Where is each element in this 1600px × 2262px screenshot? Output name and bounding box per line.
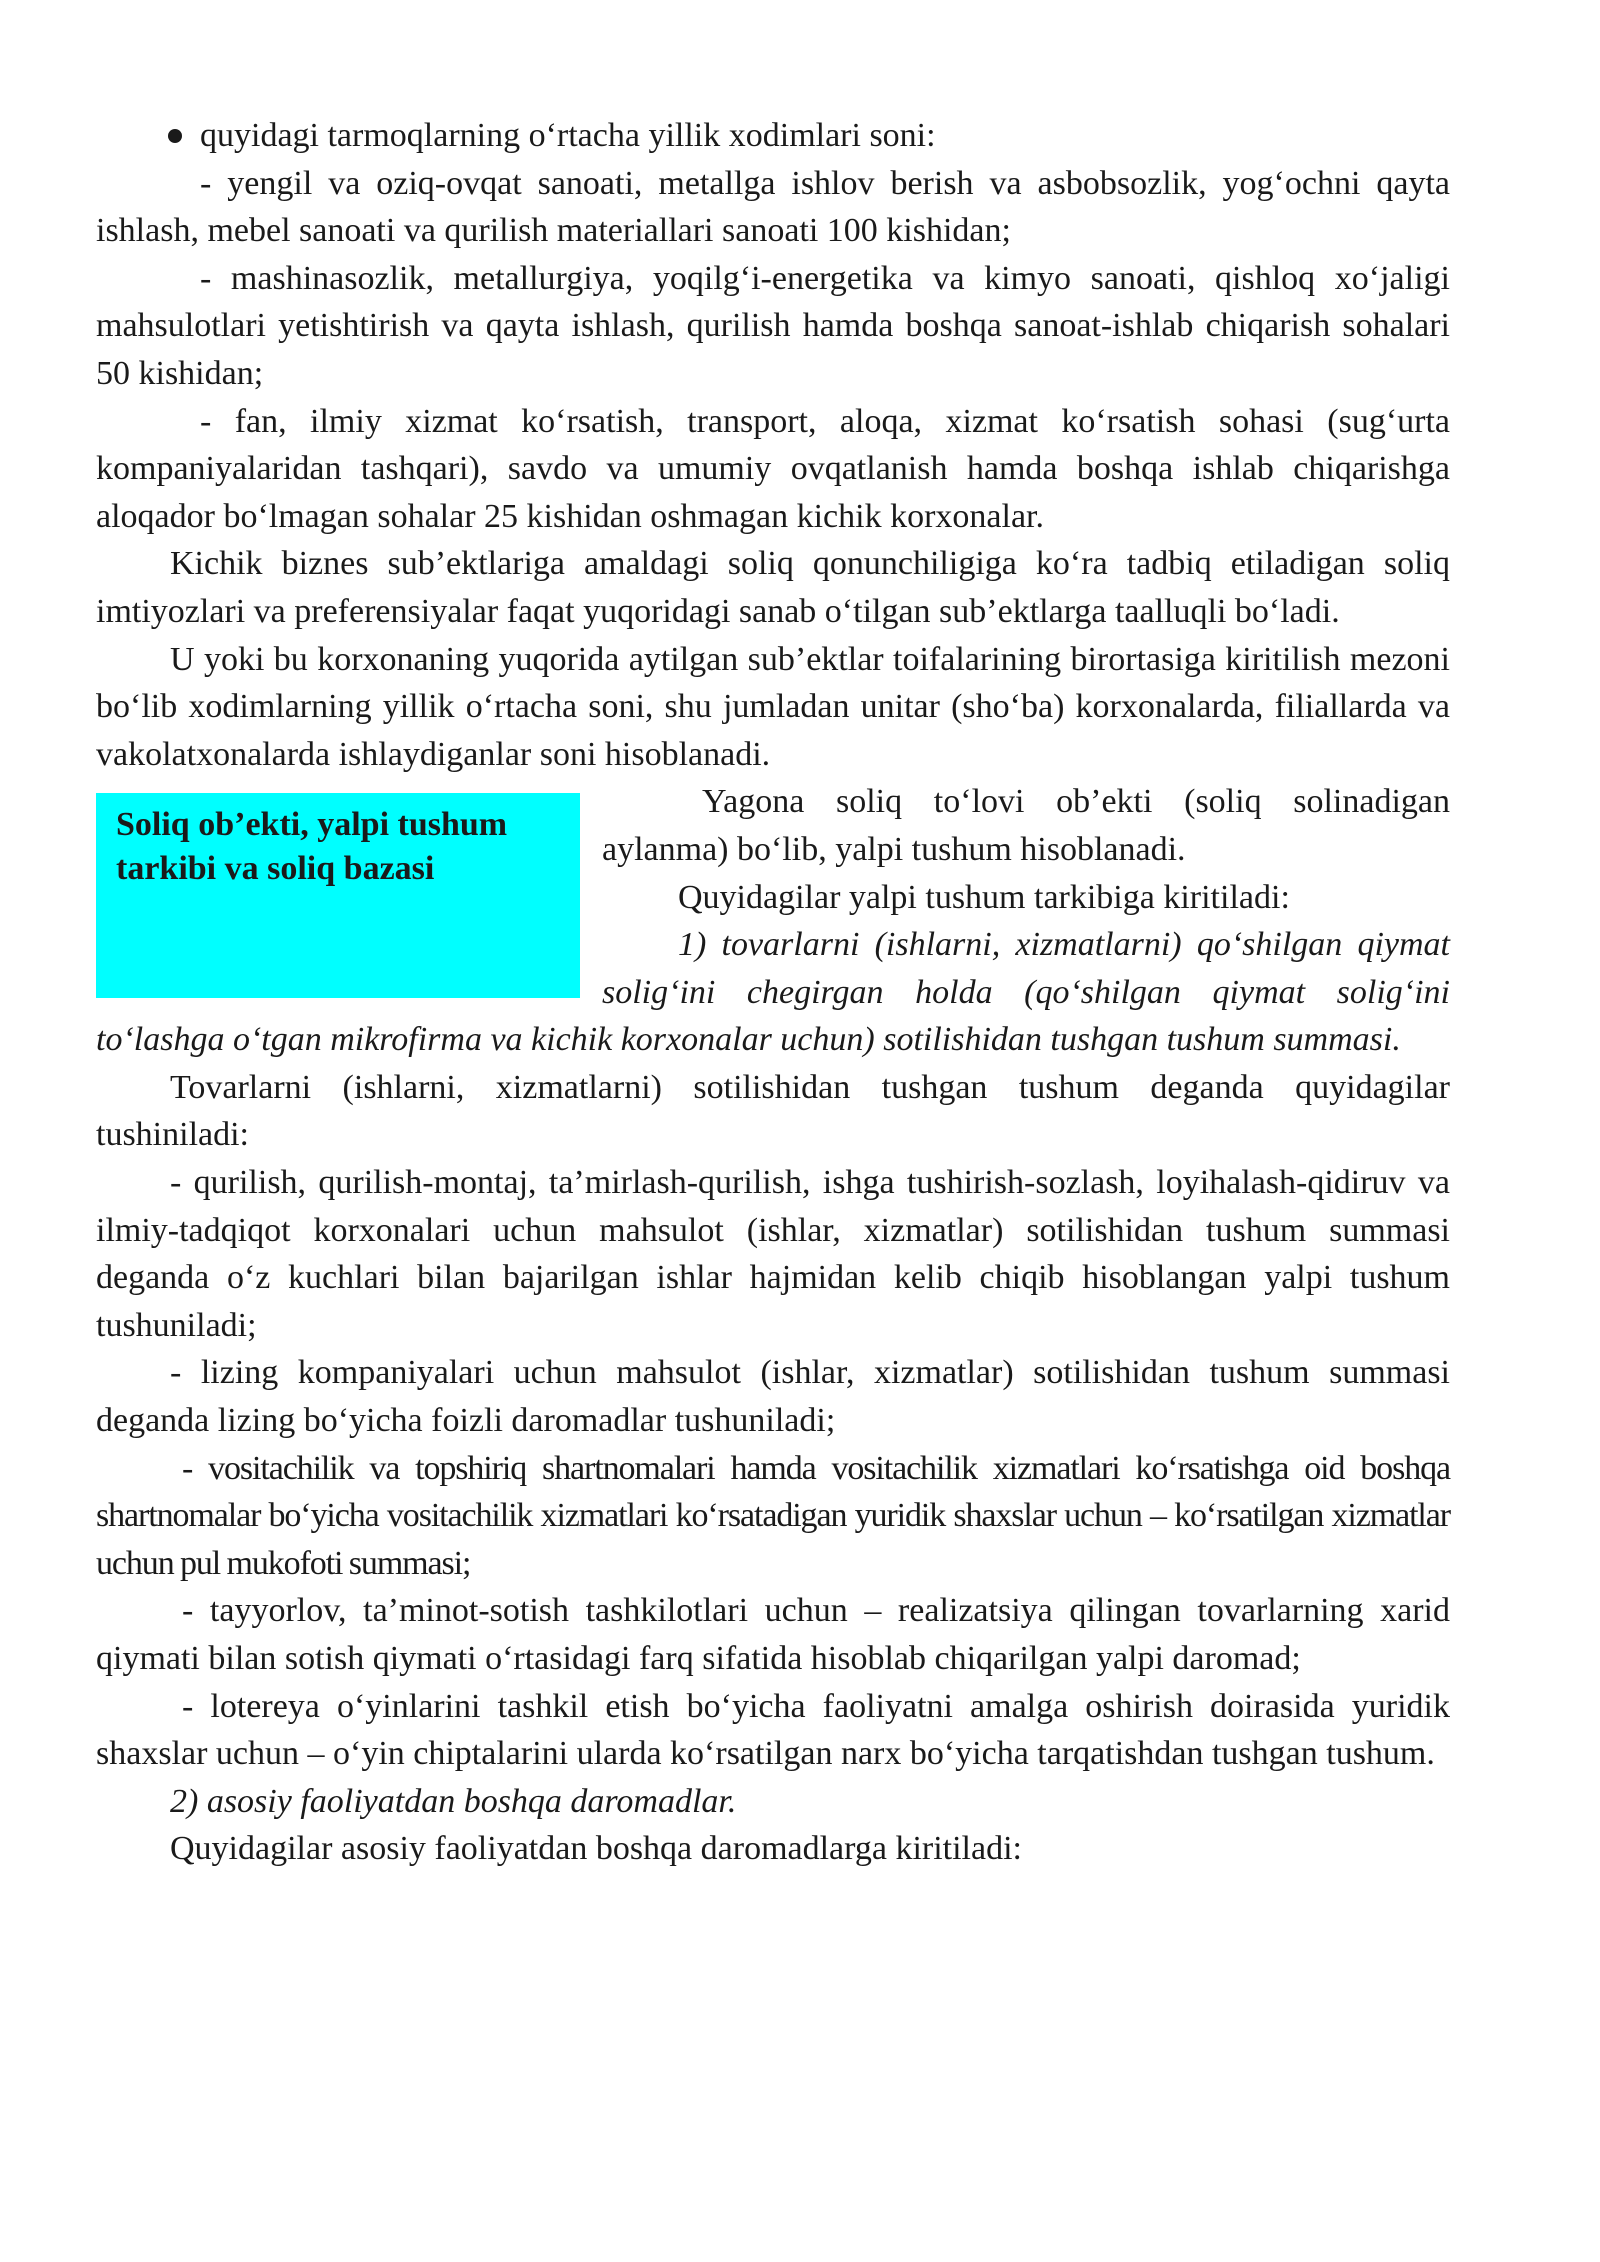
bullet-item xyxy=(96,112,1450,160)
bullet-text: quyidagi tarmoqlarning o‘rtacha yillik xodimlari soni: xyxy=(200,117,936,154)
section-heading-box xyxy=(96,793,580,998)
list-item-lottery: - lotereya o‘yinlarini tashkil etish bo‘yicha faoliyatni amalga oshirish doirasida yuridik shaxslar uchun – o‘yin chiptalarini ularda ko‘rsatilgan narx bo‘yicha tarqatishdan tushgan tushum. xyxy=(96,1687,1450,1773)
bullet-icon xyxy=(168,129,182,143)
paragraph-tax-benefits: Kichik biznes sub’ektlariga amaldagi soliq qonunchiligiga ko‘ra tadbiq etiladigan soliq imtiyozlari va preferensiyalar faqat yuqoridagi sanab o‘tilgan sub’ektlarga taalluqli bo‘ladi. xyxy=(96,545,1450,630)
list-item-light-industry: - yengil va oziq-ovqat sanoati, metallga ishlov berish va asbobsozlik, yog‘ochni qayta ishlash, mebel sanoati va qurilish materiallari sanoati 100 kishidan; xyxy=(96,164,1450,250)
paragraph-tax-object: Yagona soliq to‘lovi ob’ekti (soliq solinadigan aylanma) bo‘lib, yalpi tushum hisoblanadi. xyxy=(602,783,1450,868)
paragraph-other-income: Quyidagilar asosiy faoliyatdan boshqa daromadlarga kiritiladi: xyxy=(170,1830,1022,1868)
list-item-heavy-industry: - mashinasozlik, metallurgiya, yoqilg‘i-energetika va kimyo sanoati, qishloq xo‘jaligi mahsulotlari yetishtirish va qayta ishlash, qurilish hamda boshqa sanoat-ishlab chiqarish sohalari 50 kishidan; xyxy=(96,259,1450,392)
document-page xyxy=(96,112,1450,1873)
list-item-leasing: - lizing kompaniyalari uchun mahsulot (ishlar, xizmatlar) sotilishidan tushum summasi deganda lizing bo‘yicha foizli daromadlar tushuniladi; xyxy=(96,1354,1450,1440)
list-item-services: - fan, ilmiy xizmat ko‘rsatish, transport, aloqa, xizmat ko‘rsatish sohasi (sug‘urta kompaniyalaridan tashqari), savdo va umumiy ovqatlanish hamda boshqa ishlab chiqarishga aloqador bo‘lmagan sohalar 25 kishidan oshmagan kichik korxonalar. xyxy=(96,402,1450,535)
paragraph-gross-revenue-intro: Quyidagilar yalpi tushum tarkibiga kiritiladi: xyxy=(678,878,1290,916)
paragraph-item-2: 2) asosiy faoliyatdan boshqa daromadlar. xyxy=(170,1782,737,1820)
list-item-procurement: - tayyorlov, ta’minot-sotish tashkilotlari uchun – realizatsiya qilingan tovarlarning xarid qiymati bilan sotish qiymati o‘rtasidagi farq sifatida hisoblab chiqarilgan yalpi daromad; xyxy=(96,1592,1450,1677)
section-heading: Soliq ob’ekti, yalpi tushum tarkibi va soliq bazasi xyxy=(116,806,508,888)
paragraph-criterion: U yoki bu korxonaning yuqorida aytilgan sub’ektlar toifalarining birortasiga kiritilish mezoni bo‘lib xodimlarning yillik o‘rtacha soni, shu jumladan unitar (sho‘ba) korxonalarda, filiallarda va vakolatxonalarda ishlaydiganlar soni hisoblanadi. xyxy=(96,640,1450,773)
list-item-intermediary: - vositachilik va topshiriq shartnomalari hamda vositachilik xizmatlari ko‘rsatishga oid boshqa shartnomalar bo‘yicha vositachilik xizmatlari ko‘rsatadigan yuridik shaxslar uchun – ko‘rsatilgan xizmatlar uchun pul mukofoti summasi; xyxy=(96,1449,1450,1582)
paragraph-sales-revenue: Tovarlarni (ishlarni, xizmatlarni) sotilishidan tushgan tushum deganda quyidagilar tushiniladi: xyxy=(96,1068,1450,1154)
paragraph-item-1: 1) tovarlarni (ishlarni, xizmatlarni) qo‘shilgan qiymat solig‘ini chegirgan holda (qo‘shilgan qiymat solig‘ini to‘lashga o‘tgan mikrofirma va kichik korxonalar uchun) sotilishidan tushgan tushum summasi. xyxy=(96,926,1450,1059)
list-item-construction: - qurilish, qurilish-montaj, ta’mirlash-qurilish, ishga tushirish-sozlash, loyihalash-qidiruv va ilmiy-tadqiqot korxonalari uchun mahsulot (ishlar, xizmatlar) sotilishidan tushum summasi deganda o‘z kuchlari bilan bajarilgan ishlar hajmidan kelib chiqib hisoblangan yalpi tushum tushuniladi; xyxy=(96,1164,1450,1344)
